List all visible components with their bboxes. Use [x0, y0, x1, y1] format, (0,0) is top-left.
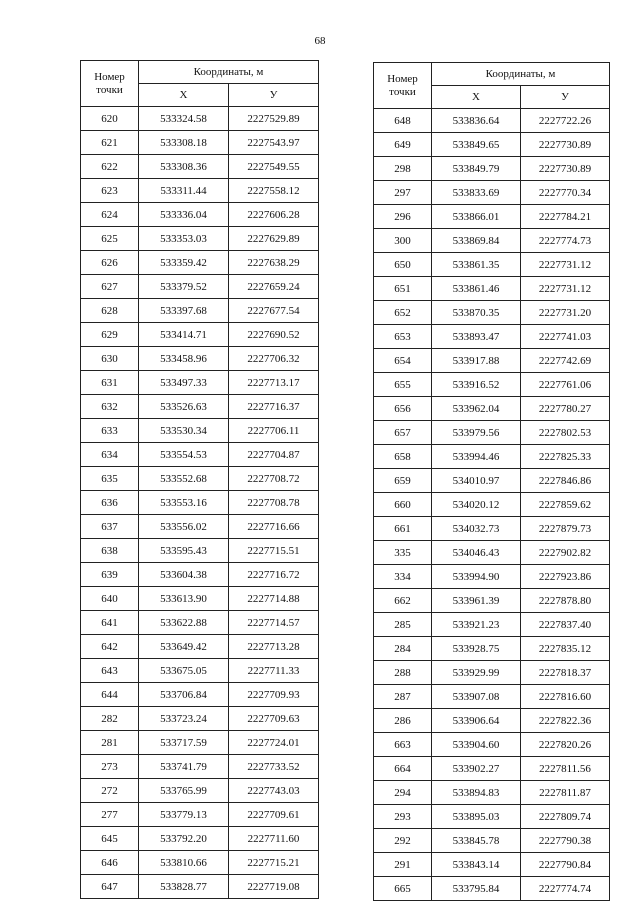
x-coordinate-cell: 533994.46 [432, 445, 521, 469]
y-coordinate-cell: 2227818.37 [521, 661, 610, 685]
y-coordinate-cell: 2227741.03 [521, 325, 610, 349]
point-number-cell: 644 [81, 683, 139, 707]
point-number-cell: 629 [81, 323, 139, 347]
y-coordinate-cell: 2227716.72 [229, 563, 319, 587]
x-coordinate-cell: 533497.33 [139, 371, 229, 395]
y-coordinate-cell: 2227774.73 [521, 229, 610, 253]
point-number-cell: 638 [81, 539, 139, 563]
x-coordinate-cell: 533861.35 [432, 253, 521, 277]
y-coordinate-cell: 2227811.87 [521, 781, 610, 805]
x-coordinate-cell: 533861.46 [432, 277, 521, 301]
x-coordinate-cell: 533706.84 [139, 683, 229, 707]
table-row [374, 229, 610, 253]
y-coordinate-cell: 2227733.52 [229, 755, 319, 779]
table-row [81, 131, 319, 155]
x-coordinate-cell: 533917.88 [432, 349, 521, 373]
point-number-cell: 648 [374, 109, 432, 133]
point-number-cell: 626 [81, 251, 139, 275]
point-number-cell: 652 [374, 301, 432, 325]
x-coordinate-cell: 533741.79 [139, 755, 229, 779]
table-row [81, 731, 319, 755]
x-coordinate-cell: 533845.78 [432, 829, 521, 853]
y-coordinate-cell: 2227761.06 [521, 373, 610, 397]
x-coordinate-cell: 533675.05 [139, 659, 229, 683]
x-coordinate-cell: 533836.64 [432, 109, 521, 133]
table-row [81, 467, 319, 491]
y-coordinate-cell: 2227902.82 [521, 541, 610, 565]
point-number-cell: 297 [374, 181, 432, 205]
table-row [374, 373, 610, 397]
point-number-cell: 664 [374, 757, 432, 781]
point-number-cell: 282 [81, 707, 139, 731]
point-number-cell: 624 [81, 203, 139, 227]
x-coordinate-cell: 533359.42 [139, 251, 229, 275]
y-coordinate-cell: 2227677.54 [229, 299, 319, 323]
table-row [81, 515, 319, 539]
point-number-cell: 293 [374, 805, 432, 829]
point-number-cell: 658 [374, 445, 432, 469]
table-row [81, 419, 319, 443]
point-number-cell: 284 [374, 637, 432, 661]
x-coordinate-cell: 533622.88 [139, 611, 229, 635]
x-header: Х [432, 86, 521, 109]
table-row [374, 613, 610, 637]
point-number-cell: 630 [81, 347, 139, 371]
table-row [81, 587, 319, 611]
point-number-cell: 640 [81, 587, 139, 611]
table-row [374, 781, 610, 805]
table-row [374, 637, 610, 661]
table-row [81, 203, 319, 227]
y-coordinate-cell: 2227706.11 [229, 419, 319, 443]
table-row [81, 683, 319, 707]
table-row [374, 277, 610, 301]
point-number-cell: 665 [374, 877, 432, 901]
point-number-cell: 286 [374, 709, 432, 733]
x-coordinate-cell: 533928.75 [432, 637, 521, 661]
y-coordinate-cell: 2227690.52 [229, 323, 319, 347]
point-number-cell: 634 [81, 443, 139, 467]
point-number-cell: 623 [81, 179, 139, 203]
y-coordinate-cell: 2227859.62 [521, 493, 610, 517]
point-number-cell: 655 [374, 373, 432, 397]
point-number-cell: 643 [81, 659, 139, 683]
point-number-cell: 649 [374, 133, 432, 157]
x-coordinate-cell: 533833.69 [432, 181, 521, 205]
y-coordinate-cell: 2227629.89 [229, 227, 319, 251]
x-coordinate-cell: 533902.27 [432, 757, 521, 781]
y-coordinate-cell: 2227638.29 [229, 251, 319, 275]
table-row [374, 853, 610, 877]
x-coordinate-cell: 533895.03 [432, 805, 521, 829]
point-number-cell: 285 [374, 613, 432, 637]
y-coordinate-cell: 2227724.01 [229, 731, 319, 755]
point-number-cell: 651 [374, 277, 432, 301]
table-row [374, 157, 610, 181]
y-coordinate-cell: 2227923.86 [521, 565, 610, 589]
point-number-cell: 637 [81, 515, 139, 539]
table-row [374, 685, 610, 709]
point-number-cell: 657 [374, 421, 432, 445]
y-coordinate-cell: 2227730.89 [521, 133, 610, 157]
y-coordinate-cell: 2227790.84 [521, 853, 610, 877]
y-coordinate-cell: 2227715.21 [229, 851, 319, 875]
table-row [374, 181, 610, 205]
x-coordinate-cell: 533979.56 [432, 421, 521, 445]
table-row [374, 493, 610, 517]
coordinates-header: Координаты, м [432, 63, 610, 86]
point-number-cell: 639 [81, 563, 139, 587]
table-row [81, 323, 319, 347]
table-row [81, 155, 319, 179]
x-coordinate-cell: 533530.34 [139, 419, 229, 443]
table-row [81, 755, 319, 779]
x-coordinate-cell: 533849.65 [432, 133, 521, 157]
y-coordinate-cell: 2227879.73 [521, 517, 610, 541]
point-number-cell: 273 [81, 755, 139, 779]
point-number-cell: 632 [81, 395, 139, 419]
table-row [374, 541, 610, 565]
point-number-cell: 296 [374, 205, 432, 229]
y-coordinate-cell: 2227711.33 [229, 659, 319, 683]
x-coordinate-cell: 533723.24 [139, 707, 229, 731]
y-coordinate-cell: 2227731.20 [521, 301, 610, 325]
point-number-cell: 663 [374, 733, 432, 757]
point-number-cell: 662 [374, 589, 432, 613]
y-coordinate-cell: 2227529.89 [229, 107, 319, 131]
table-row [81, 539, 319, 563]
table-row [81, 875, 319, 899]
x-coordinate-cell: 533870.35 [432, 301, 521, 325]
y-coordinate-cell: 2227708.78 [229, 491, 319, 515]
table-row [374, 253, 610, 277]
table-row [374, 733, 610, 757]
x-coordinate-cell: 533554.53 [139, 443, 229, 467]
point-number-cell: 656 [374, 397, 432, 421]
y-coordinate-cell: 2227606.28 [229, 203, 319, 227]
table-row [81, 347, 319, 371]
x-coordinate-cell: 533869.84 [432, 229, 521, 253]
y-coordinate-cell: 2227719.08 [229, 875, 319, 899]
x-coordinate-cell: 534032.73 [432, 517, 521, 541]
table-row [374, 757, 610, 781]
point-number-header-line1: Номер [387, 72, 418, 85]
table-row [374, 205, 610, 229]
point-number-cell: 635 [81, 467, 139, 491]
y-coordinate-cell: 2227713.17 [229, 371, 319, 395]
table-row [81, 827, 319, 851]
point-number-cell: 642 [81, 635, 139, 659]
y-coordinate-cell: 2227714.88 [229, 587, 319, 611]
y-coordinate-cell: 2227770.34 [521, 181, 610, 205]
point-number-cell: 291 [374, 853, 432, 877]
coordinates-table-right [373, 62, 610, 901]
x-coordinate-cell: 533916.52 [432, 373, 521, 397]
x-coordinate-cell: 533849.79 [432, 157, 521, 181]
y-coordinate-cell: 2227802.53 [521, 421, 610, 445]
y-coordinate-cell: 2227722.26 [521, 109, 610, 133]
table-row [81, 659, 319, 683]
table-row [374, 133, 610, 157]
y-coordinate-cell: 2227711.60 [229, 827, 319, 851]
table-row [374, 517, 610, 541]
x-coordinate-cell: 533907.08 [432, 685, 521, 709]
y-coordinate-cell: 2227543.97 [229, 131, 319, 155]
y-coordinate-cell: 2227713.28 [229, 635, 319, 659]
x-coordinate-cell: 533717.59 [139, 731, 229, 755]
y-coordinate-cell: 2227659.24 [229, 275, 319, 299]
y-coordinate-cell: 2227715.51 [229, 539, 319, 563]
x-coordinate-cell: 533779.13 [139, 803, 229, 827]
x-coordinate-cell: 533795.84 [432, 877, 521, 901]
table-row [374, 805, 610, 829]
table-row [374, 301, 610, 325]
coordinates-table-left [80, 60, 319, 899]
x-coordinate-cell: 533308.18 [139, 131, 229, 155]
x-coordinate-cell: 533929.99 [432, 661, 521, 685]
y-coordinate-cell: 2227558.12 [229, 179, 319, 203]
y-coordinate-cell: 2227816.60 [521, 685, 610, 709]
x-coordinate-cell: 533336.04 [139, 203, 229, 227]
y-coordinate-cell: 2227714.57 [229, 611, 319, 635]
y-header: У [229, 84, 319, 107]
table-row [374, 421, 610, 445]
x-coordinate-cell: 534046.43 [432, 541, 521, 565]
point-number-header-line2: точки [389, 85, 416, 98]
table-row [374, 349, 610, 373]
y-coordinate-cell: 2227716.37 [229, 395, 319, 419]
y-coordinate-cell: 2227835.12 [521, 637, 610, 661]
y-coordinate-cell: 2227706.32 [229, 347, 319, 371]
x-coordinate-cell: 534010.97 [432, 469, 521, 493]
table-row [81, 395, 319, 419]
y-coordinate-cell: 2227820.26 [521, 733, 610, 757]
y-coordinate-cell: 2227730.89 [521, 157, 610, 181]
point-number-header-line1: Номер [94, 70, 125, 83]
y-coordinate-cell: 2227704.87 [229, 443, 319, 467]
table-row [374, 829, 610, 853]
x-coordinate-cell: 533961.39 [432, 589, 521, 613]
point-number-header [81, 61, 139, 107]
table-row [374, 565, 610, 589]
x-coordinate-cell: 533552.68 [139, 467, 229, 491]
table-row [374, 589, 610, 613]
point-number-cell: 300 [374, 229, 432, 253]
table-row [81, 635, 319, 659]
x-coordinate-cell: 533414.71 [139, 323, 229, 347]
x-coordinate-cell: 533379.52 [139, 275, 229, 299]
x-coordinate-cell: 533828.77 [139, 875, 229, 899]
table-row [81, 611, 319, 635]
x-coordinate-cell: 533556.02 [139, 515, 229, 539]
page-number: 68 [314, 35, 326, 47]
point-number-cell: 287 [374, 685, 432, 709]
point-number-cell: 646 [81, 851, 139, 875]
coordinates-header: Координаты, м [139, 61, 319, 84]
table-row [81, 275, 319, 299]
x-header: Х [139, 84, 229, 107]
table-row [81, 251, 319, 275]
x-coordinate-cell: 533810.66 [139, 851, 229, 875]
table-row [374, 469, 610, 493]
table-row [374, 661, 610, 685]
table-row [374, 445, 610, 469]
y-coordinate-cell: 2227774.74 [521, 877, 610, 901]
table-row [81, 443, 319, 467]
x-coordinate-cell: 533595.43 [139, 539, 229, 563]
y-header: У [521, 86, 610, 109]
point-number-cell: 277 [81, 803, 139, 827]
x-coordinate-cell: 533893.47 [432, 325, 521, 349]
point-number-cell: 292 [374, 829, 432, 853]
x-coordinate-cell: 533843.14 [432, 853, 521, 877]
point-number-cell: 660 [374, 493, 432, 517]
x-coordinate-cell: 533866.01 [432, 205, 521, 229]
x-coordinate-cell: 533904.60 [432, 733, 521, 757]
point-number-cell: 645 [81, 827, 139, 851]
table-body-right [374, 109, 610, 901]
point-number-cell: 647 [81, 875, 139, 899]
point-number-cell: 654 [374, 349, 432, 373]
x-coordinate-cell: 533311.44 [139, 179, 229, 203]
y-coordinate-cell: 2227822.36 [521, 709, 610, 733]
y-coordinate-cell: 2227709.93 [229, 683, 319, 707]
y-coordinate-cell: 2227878.80 [521, 589, 610, 613]
point-number-header [374, 63, 432, 109]
point-number-cell: 653 [374, 325, 432, 349]
point-number-cell: 625 [81, 227, 139, 251]
point-number-cell: 272 [81, 779, 139, 803]
x-coordinate-cell: 533553.16 [139, 491, 229, 515]
point-number-cell: 627 [81, 275, 139, 299]
y-coordinate-cell: 2227846.86 [521, 469, 610, 493]
x-coordinate-cell: 533324.58 [139, 107, 229, 131]
x-coordinate-cell: 534020.12 [432, 493, 521, 517]
y-coordinate-cell: 2227742.69 [521, 349, 610, 373]
point-number-cell: 633 [81, 419, 139, 443]
table-row [374, 397, 610, 421]
y-coordinate-cell: 2227825.33 [521, 445, 610, 469]
table-row [374, 877, 610, 901]
point-number-cell: 335 [374, 541, 432, 565]
x-coordinate-cell: 533613.90 [139, 587, 229, 611]
point-number-cell: 628 [81, 299, 139, 323]
x-coordinate-cell: 533353.03 [139, 227, 229, 251]
point-number-cell: 641 [81, 611, 139, 635]
point-number-cell: 621 [81, 131, 139, 155]
table-row [81, 491, 319, 515]
table-row [81, 707, 319, 731]
y-coordinate-cell: 2227780.27 [521, 397, 610, 421]
point-number-cell: 288 [374, 661, 432, 685]
x-coordinate-cell: 533906.64 [432, 709, 521, 733]
x-coordinate-cell: 533649.42 [139, 635, 229, 659]
table-row [81, 107, 319, 131]
y-coordinate-cell: 2227549.55 [229, 155, 319, 179]
point-number-cell: 636 [81, 491, 139, 515]
point-number-cell: 659 [374, 469, 432, 493]
point-number-cell: 620 [81, 107, 139, 131]
y-coordinate-cell: 2227731.12 [521, 277, 610, 301]
table-row [81, 803, 319, 827]
table-row [81, 563, 319, 587]
y-coordinate-cell: 2227837.40 [521, 613, 610, 637]
point-number-cell: 294 [374, 781, 432, 805]
y-coordinate-cell: 2227709.61 [229, 803, 319, 827]
x-coordinate-cell: 533792.20 [139, 827, 229, 851]
point-number-cell: 334 [374, 565, 432, 589]
point-number-cell: 281 [81, 731, 139, 755]
table-row [81, 779, 319, 803]
y-coordinate-cell: 2227731.12 [521, 253, 610, 277]
table-row [81, 179, 319, 203]
table-body-left [81, 107, 319, 899]
x-coordinate-cell: 533308.36 [139, 155, 229, 179]
point-number-cell: 631 [81, 371, 139, 395]
y-coordinate-cell: 2227709.63 [229, 707, 319, 731]
x-coordinate-cell: 533604.38 [139, 563, 229, 587]
y-coordinate-cell: 2227790.38 [521, 829, 610, 853]
x-coordinate-cell: 533458.96 [139, 347, 229, 371]
y-coordinate-cell: 2227811.56 [521, 757, 610, 781]
table-row [81, 227, 319, 251]
point-number-cell: 661 [374, 517, 432, 541]
y-coordinate-cell: 2227743.03 [229, 779, 319, 803]
table-row [374, 325, 610, 349]
point-number-cell: 622 [81, 155, 139, 179]
table-row [81, 851, 319, 875]
y-coordinate-cell: 2227784.21 [521, 205, 610, 229]
x-coordinate-cell: 533962.04 [432, 397, 521, 421]
x-coordinate-cell: 533994.90 [432, 565, 521, 589]
point-number-cell: 650 [374, 253, 432, 277]
point-number-cell: 298 [374, 157, 432, 181]
table-row [81, 299, 319, 323]
point-number-header-line2: точки [96, 83, 123, 96]
y-coordinate-cell: 2227716.66 [229, 515, 319, 539]
x-coordinate-cell: 533894.83 [432, 781, 521, 805]
table-row [81, 371, 319, 395]
table-row [374, 709, 610, 733]
x-coordinate-cell: 533921.23 [432, 613, 521, 637]
x-coordinate-cell: 533765.99 [139, 779, 229, 803]
x-coordinate-cell: 533526.63 [139, 395, 229, 419]
table-row [374, 109, 610, 133]
y-coordinate-cell: 2227708.72 [229, 467, 319, 491]
x-coordinate-cell: 533397.68 [139, 299, 229, 323]
y-coordinate-cell: 2227809.74 [521, 805, 610, 829]
